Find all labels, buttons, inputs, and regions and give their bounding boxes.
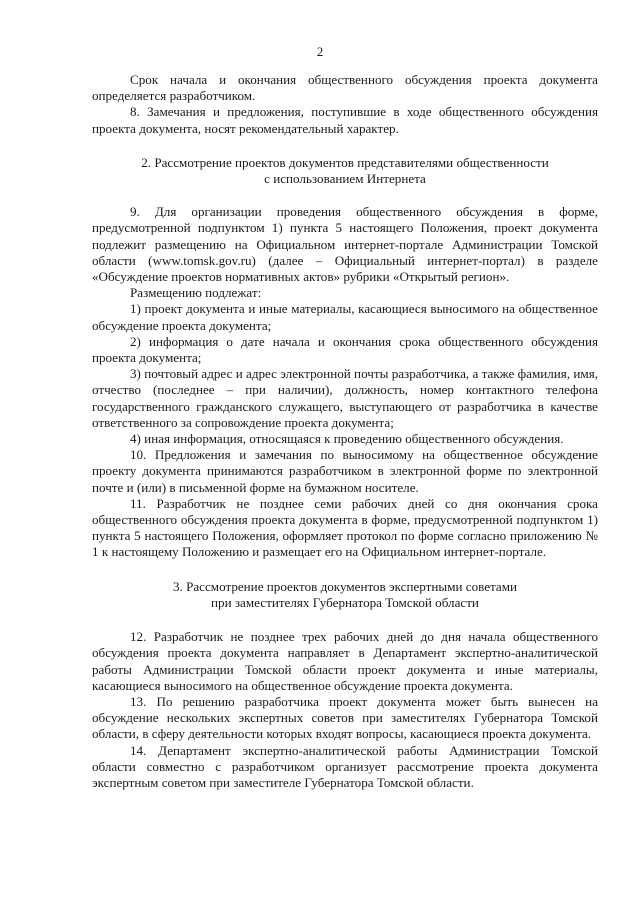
section-2-heading-line-2: с использованием Интернета <box>264 171 426 187</box>
paragraph-11: 11. Разработчик не позднее семи рабочих дней со дня окончания срока общественного обсуждения проекта документа в форме, предусмотренной подпунктом 1) пункта 5 настоящего Положения, оформляет протокол по форме согласно приложению № 1 к настоящему Положению и размещает его на Официальном интернет-портале. <box>92 495 598 560</box>
list-item-9-2: 2) информация о дате начала и окончания срока общественного обсуждения проекта документа; <box>92 333 598 366</box>
section-3-heading-line-1: 3. Рассмотрение проектов документов экспертными советами <box>172 578 518 594</box>
list-item-9-4: 4) иная информация, относящаяся к проведению общественного обсуждения. <box>130 431 564 447</box>
section-3-heading-line-2: при заместителях Губернатора Томской области <box>211 594 479 610</box>
paragraph-9: 9. Для организации проведения общественного обсуждения в форме, предусмотренной подпунктом 1) пункта 5 настоящего Положения, проект документа подлежит размещению на Официальном интернет-портале Администрации Томской области (www.tomsk.gov.ru) (далее – Официальный интернет-портал) в разделе «Обсуждение проектов нормативных актов» рубрики «Открытый регион». <box>92 204 598 285</box>
list-item-9-3: 3) почтовый адрес и адрес электронной почты разработчика, а также фамилия, имя, отчество (последнее – при наличии), должность, номер контактного телефона государственного гражданского служащего, выступающего от разработчика в качестве ответственного за сопровождение проекта документа; <box>92 366 598 430</box>
paragraph-13: 13. По решению разработчика проект документа может быть вынесен на обсуждение нескольких экспертных советов при заместителях Губернатора Томской области, в сферу деятельности которых входят вопросы, касающиеся проекта документа. <box>92 693 598 742</box>
list-item-9-1: 1) проект документа и иные материалы, касающиеся выносимого на общественное обсуждение проекта документа; <box>92 301 598 333</box>
page-number: 2 <box>316 44 324 59</box>
paragraph-9-intro: Размещению подлежат: <box>130 285 262 301</box>
paragraph-12: 12. Разработчик не позднее трех рабочих дней до дня начала общественного обсуждения проекта документа направляет в Департамент экспертно-аналитической работы Администрации Томской области проект документа и иные материалы, касающиеся выносимого на общественное обсуждение проекта документа. <box>92 629 598 693</box>
document-body <box>92 72 598 791</box>
paragraph-10: 10. Предложения и замечания по выносимому на общественное обсуждение проекту документа принимаются разработчиком в электронной форме по электронной почте и (или) в письменной форме на бумажном носителе. <box>92 447 598 495</box>
paragraph-8: 8. Замечания и предложения, поступившие в ходе общественного обсуждения проекта документа, носят рекомендательный характер. <box>92 104 598 136</box>
paragraph-term-start-end: Срок начала и окончания общественного обсуждения проекта документа определяется разработчиком. <box>92 72 598 104</box>
section-2-heading-line-1: 2. Рассмотрение проектов документов представителями общественности <box>141 154 549 170</box>
paragraph-14: 14. Департамент экспертно-аналитической работы Администрации Томской области совместно с разработчиком организует рассмотрение проекта документа экспертным советом при заместителе Губернатора Томской области. <box>92 742 598 790</box>
